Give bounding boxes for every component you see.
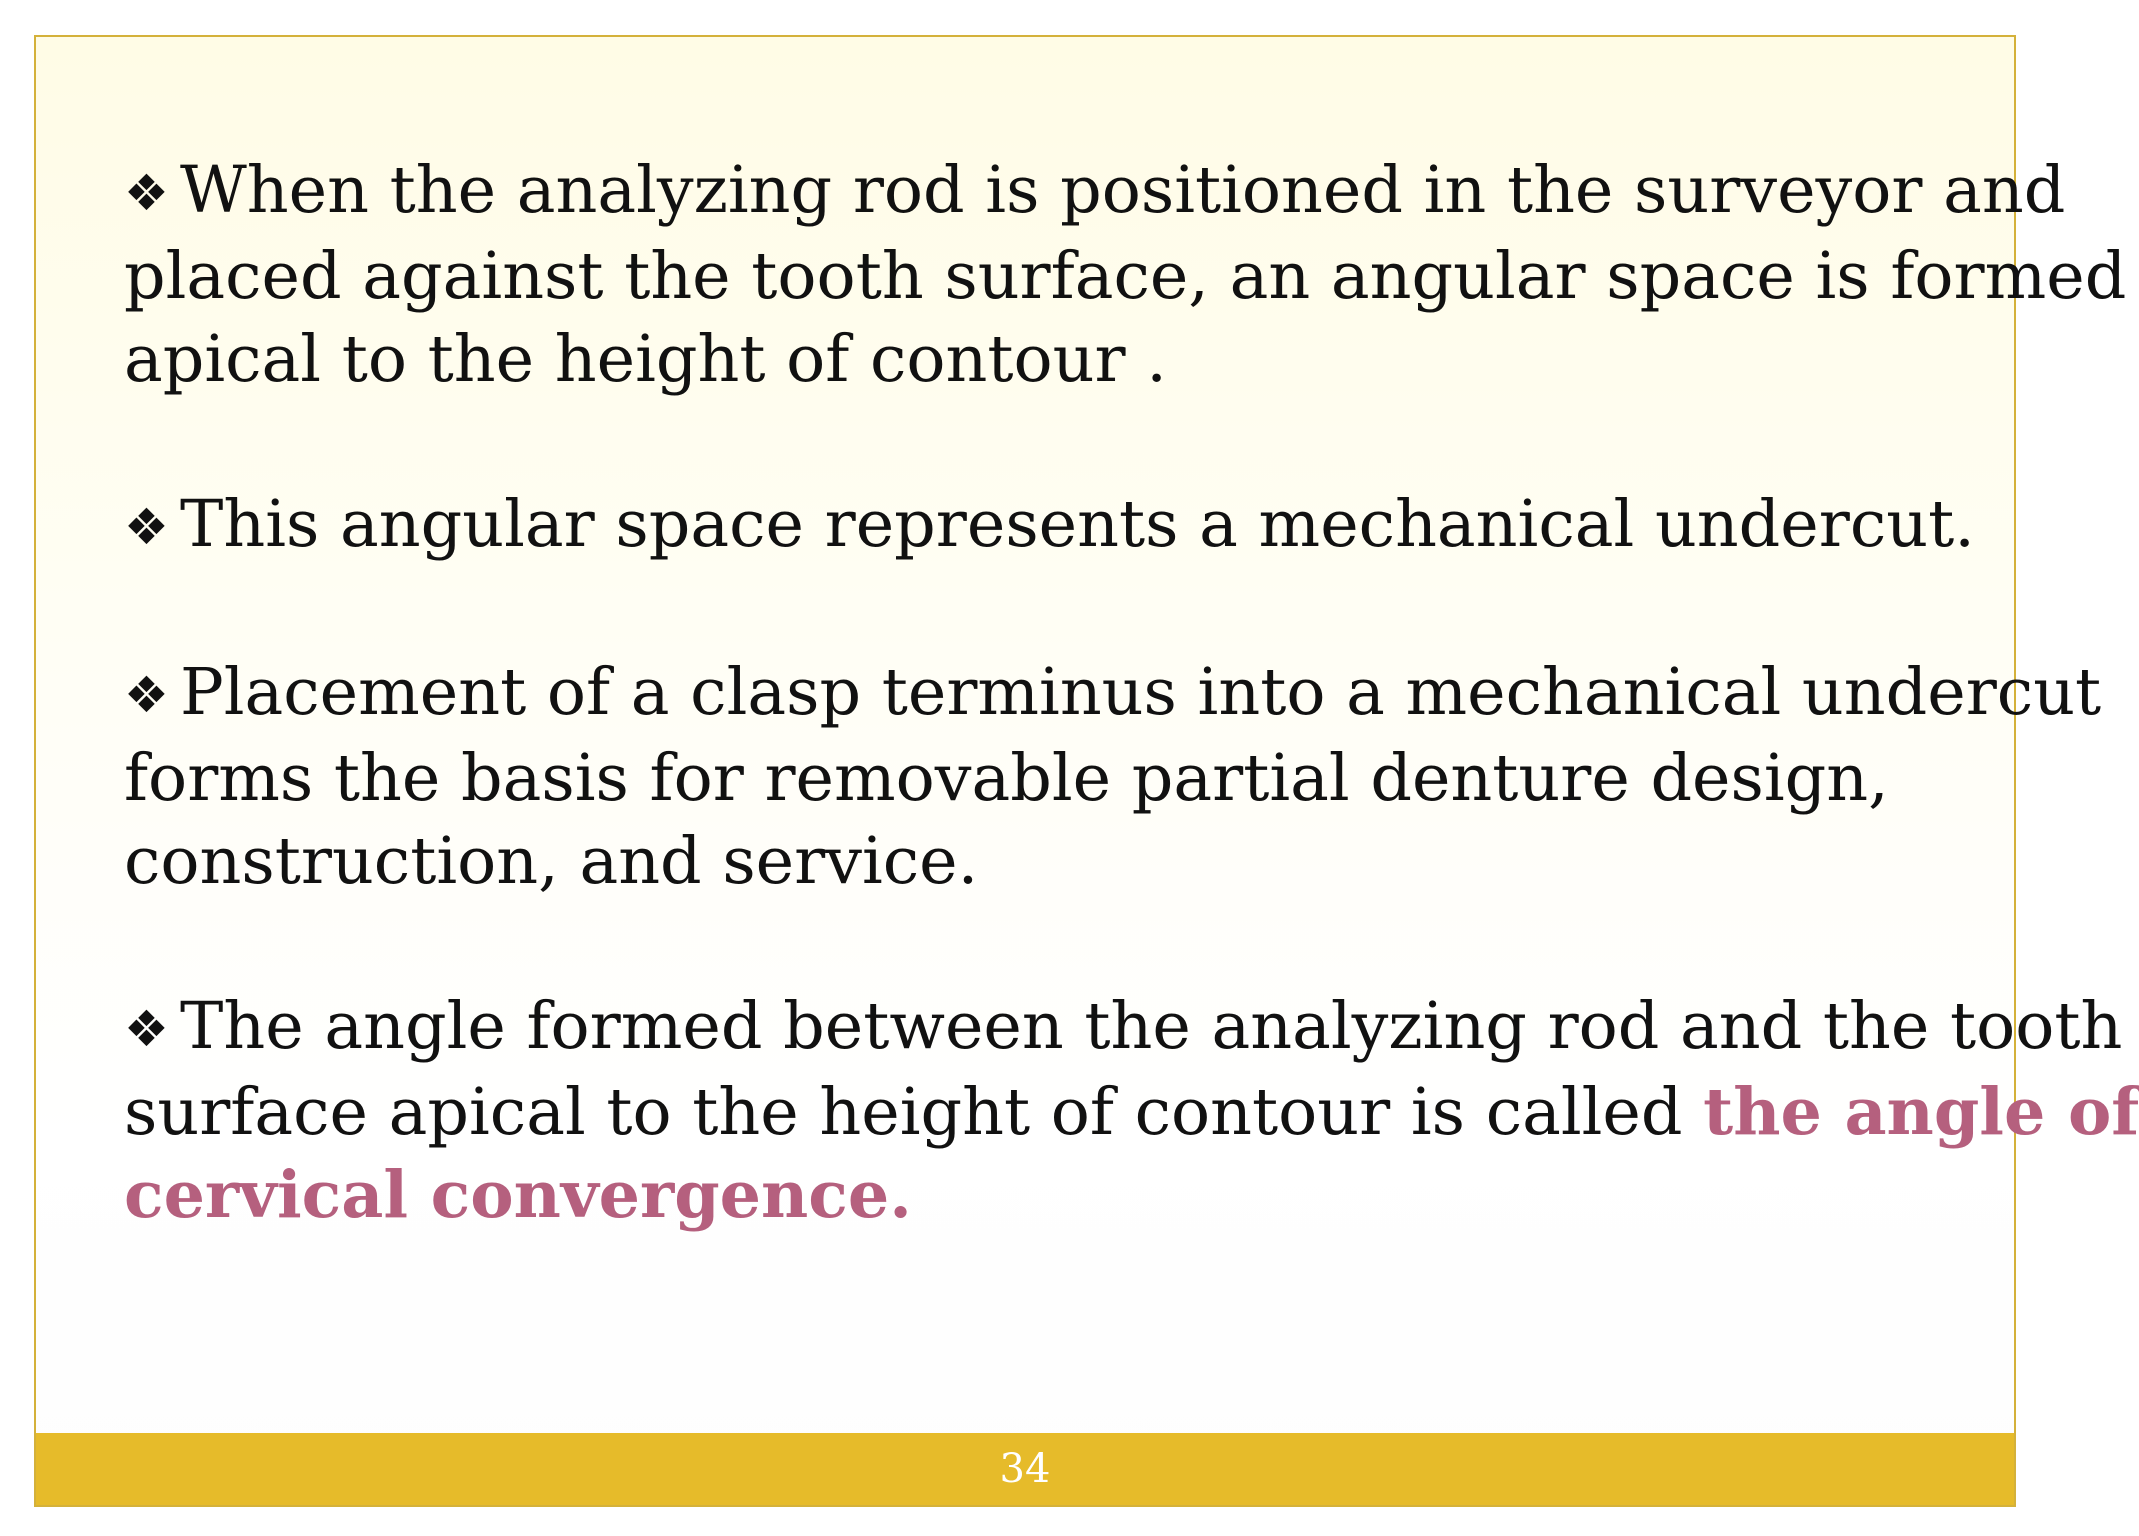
bullet-paragraph-4 [124, 985, 2139, 1237]
bullet-paragraph-1 [124, 149, 2127, 401]
bullet-1-line-1: When the analyzing rod is positioned in the surveyor and [180, 153, 2066, 228]
four-diamond-bullet-icon: ❖ [124, 164, 169, 222]
bullet-4-line-2-text: surface apical to the height of contour is called [124, 1075, 1704, 1150]
bullet-4-line-1: The angle formed between the analyzing rod and the tooth [180, 989, 2123, 1064]
bullet-3-line-1: Placement of a clasp terminus into a mechanical undercut [180, 655, 2102, 730]
slide-content [124, 149, 2139, 1319]
four-diamond-bullet-icon: ❖ [124, 498, 169, 556]
bullet-1-line-3: apical to the height of contour . [124, 322, 1167, 397]
four-diamond-bullet-icon: ❖ [124, 1000, 169, 1058]
slide [34, 35, 2139, 1507]
bullet-1-line-2: placed against the tooth surface, an angular space is formed [124, 239, 2127, 314]
bullet-3-line-3: construction, and service. [124, 824, 979, 899]
bullet-2-line-1: This angular space represents a mechanical undercut. [180, 487, 1975, 562]
highlighted-term-part-2: cervical convergence. [124, 1157, 912, 1233]
four-diamond-bullet-icon: ❖ [124, 666, 169, 724]
footer-bar [36, 1433, 2014, 1505]
page-number: 34 [999, 1446, 1051, 1492]
bullet-3-line-2: forms the basis for removable partial denture design, [124, 741, 1889, 816]
bullet-paragraph-3 [124, 651, 2102, 903]
bullet-paragraph-2 [124, 483, 2004, 569]
highlighted-term-part-1: the angle of [1703, 1074, 2139, 1150]
